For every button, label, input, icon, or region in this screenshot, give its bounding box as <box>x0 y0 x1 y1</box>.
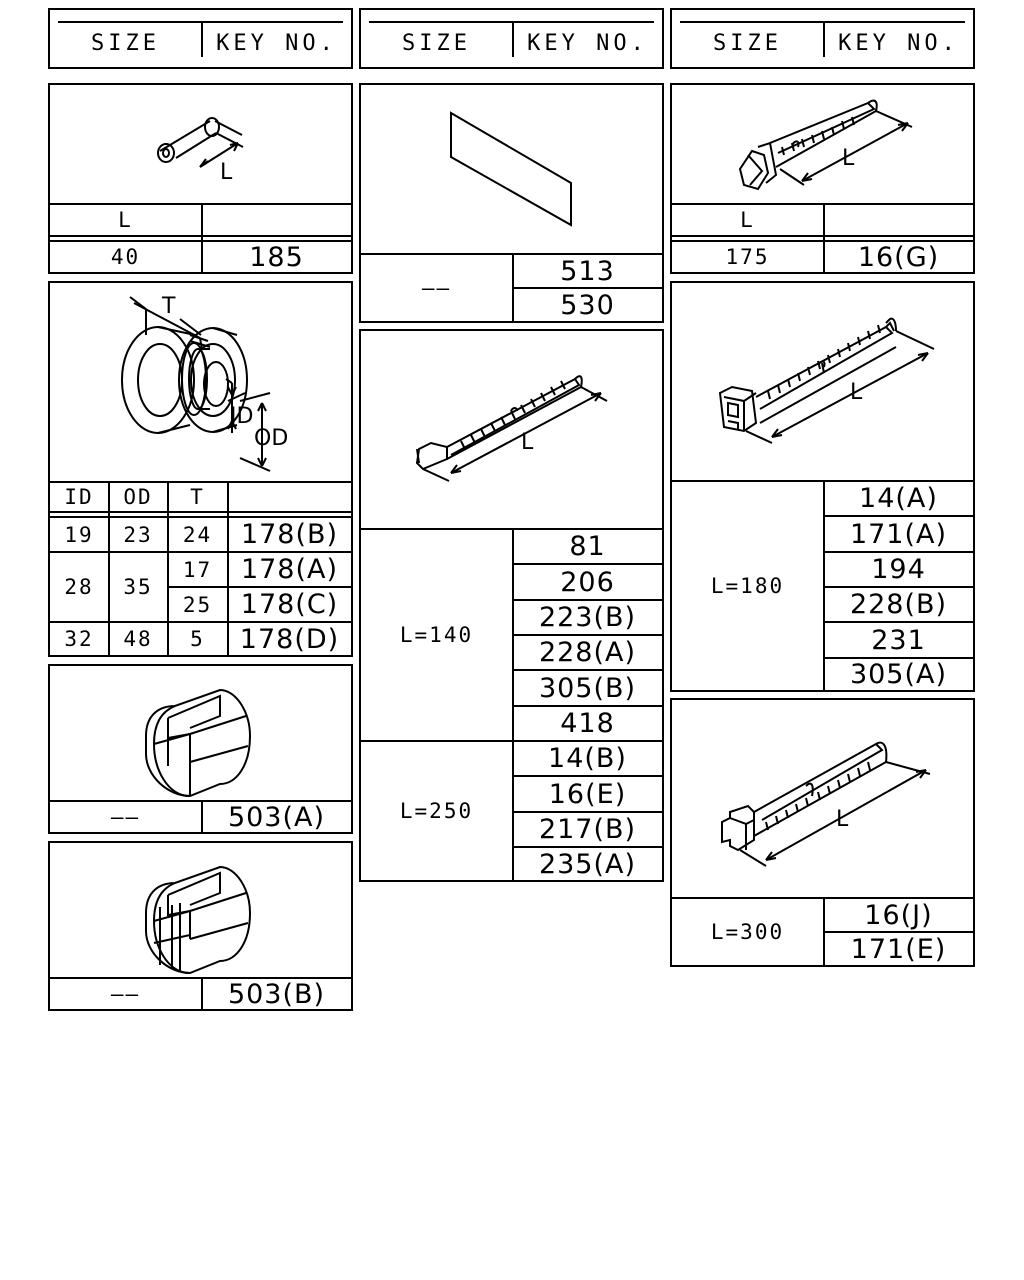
grommet-row4-id: 32 <box>64 627 94 651</box>
grommet-header-t: T <box>190 485 205 509</box>
spacer-key-no: 185 <box>249 241 304 273</box>
cable-tie-size-250: L=250 <box>399 799 474 823</box>
grommet-row4-t: 5 <box>190 627 205 651</box>
clip-tie-diagram <box>672 283 973 480</box>
header-col1 <box>48 8 353 69</box>
grommet-row2-key: 178(A) <box>240 554 339 585</box>
grommet-header-id: ID <box>64 485 94 509</box>
grommet-row2-id: 28 <box>64 575 94 599</box>
grommet-panel <box>48 281 353 657</box>
cable-tie-250-key-1: 14(B) <box>548 743 627 774</box>
grommet-diagram <box>50 283 351 481</box>
grommet-row2-t: 17 <box>182 557 213 582</box>
spacer-length-label: L <box>220 160 233 185</box>
cable-tie-140-key-3: 223(B) <box>538 602 637 633</box>
clip-tie-key-1: 14(A) <box>859 483 938 514</box>
clip-b-size-dash: —— <box>110 982 141 1006</box>
clip-b-key-no: 503(B) <box>227 978 326 1010</box>
clip-tie-panel <box>670 281 975 692</box>
clip-a-key-no: 503(A) <box>227 801 326 833</box>
clip-b-diagram <box>50 843 351 977</box>
sheet-diagram <box>361 85 662 253</box>
push-clip-panel <box>670 83 975 274</box>
clip-tie-key-3: 194 <box>871 554 926 585</box>
clip-tie-size-180: L=180 <box>710 574 785 598</box>
grommet-row2-od: 35 <box>123 575 153 599</box>
cable-tie-size-140: L=140 <box>399 623 474 647</box>
clip-tie-key-2: 171(A) <box>849 518 948 550</box>
header-key-label: KEY NO. <box>216 30 337 56</box>
cable-tie-140-key-2: 206 <box>560 566 615 598</box>
cable-tie-250-key-3: 217(B) <box>538 814 637 845</box>
clip-a-diagram <box>50 666 351 800</box>
clip-tie-key-4: 228(B) <box>849 589 948 620</box>
spacer-dim-value: 40 <box>110 245 141 269</box>
clip-tie-length-label: L <box>850 380 863 405</box>
grommet-row3-t: 25 <box>182 592 213 617</box>
header-col3 <box>670 8 975 69</box>
tie-300-diagram <box>672 700 973 897</box>
grommet-t-label: T <box>162 294 176 319</box>
header-size-label: SIZE <box>91 30 160 56</box>
spacer-diagram <box>50 85 351 203</box>
spacer-dim-header: L <box>118 208 133 232</box>
spacer-panel <box>48 83 353 274</box>
sheet-panel <box>359 83 664 323</box>
header-key-label: KEY NO. <box>838 30 959 56</box>
clip-tie-key-5: 231 <box>871 624 926 656</box>
cable-tie-140-key-5: 305(B) <box>538 672 637 704</box>
grommet-row1-t: 24 <box>182 522 213 547</box>
grommet-id-label: ID <box>230 404 254 429</box>
cable-tie-250-key-4: 235(A) <box>538 848 637 880</box>
cable-tie-140-key-1: 81 <box>569 531 606 562</box>
cable-tie-140-key-6: 418 <box>560 708 615 739</box>
tie-300-key-1: 16(J) <box>864 899 933 931</box>
tie-300-length-label: L <box>836 807 849 832</box>
push-clip-key-no: 16(G) <box>857 241 940 273</box>
tie-300-key-2: 171(E) <box>850 933 947 965</box>
grommet-row4-key: 178(D) <box>239 623 340 655</box>
sheet-outline <box>451 113 571 225</box>
header-size-label: SIZE <box>402 30 471 56</box>
cable-tie-panel <box>359 329 664 882</box>
grommet-row3-key: 178(C) <box>240 589 339 620</box>
cable-tie-length-label: L <box>521 430 534 455</box>
clip-tie-key-6: 305(A) <box>849 659 948 690</box>
tie-300-size: L=300 <box>710 920 785 944</box>
cable-tie-250-key-2: 16(E) <box>548 778 627 810</box>
grommet-row4-od: 48 <box>123 627 153 651</box>
push-clip-dim-header: L <box>740 208 755 232</box>
clip-a-panel <box>48 664 353 834</box>
clip-b-panel <box>48 841 353 1011</box>
grommet-row1-od: 23 <box>123 522 153 547</box>
push-clip-length-label: L <box>842 146 855 171</box>
header-size-label: SIZE <box>713 30 782 56</box>
header-key-label: KEY NO. <box>527 30 648 56</box>
clip-a-size-dash: —— <box>110 805 141 829</box>
tie-300-panel <box>670 698 975 967</box>
sheet-key-2: 530 <box>560 289 615 321</box>
sheet-size-dash: —— <box>421 276 452 300</box>
sheet-key-1: 513 <box>560 255 615 287</box>
grommet-row1-id: 19 <box>64 522 94 547</box>
header-col2 <box>359 8 664 69</box>
grommet-header-od: OD <box>123 485 153 509</box>
grommet-od-label: OD <box>254 426 289 451</box>
push-clip-dim-value: 175 <box>725 245 770 269</box>
push-clip-diagram <box>672 85 973 203</box>
grommet-row1-key: 178(B) <box>240 519 339 550</box>
cable-tie-140-key-4: 228(A) <box>538 637 637 668</box>
cable-tie-diagram <box>361 331 662 528</box>
